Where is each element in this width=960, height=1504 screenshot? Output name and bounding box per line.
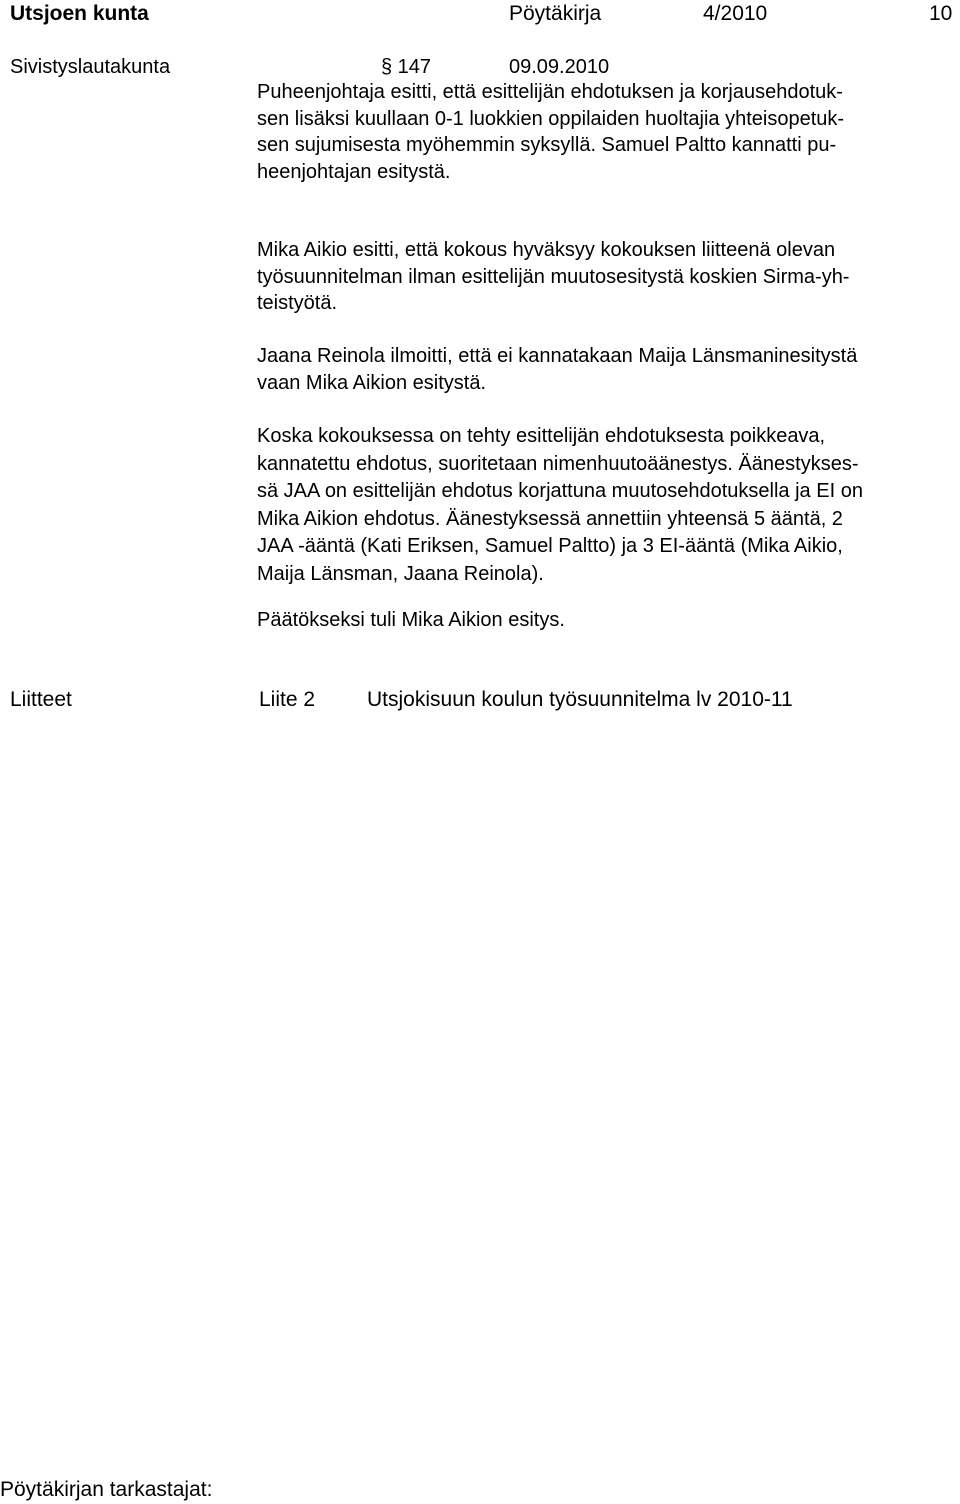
text-line: työsuunnitelman ilman esittelijän muutosesitystä koskien Sirma-yh-: [257, 265, 850, 288]
text-line: teistyötä.: [257, 292, 338, 314]
paragraph-aikio-proposal: [257, 237, 957, 317]
text-line: kannatettu ehdotus, suoritetaan nimenhuutoäänestys. Äänestykses-: [257, 452, 859, 475]
text-line: heenjohtajan esitystä.: [257, 160, 451, 183]
text-line: Päätökseksi tuli Mika Aikion esitys.: [257, 609, 565, 631]
section-number: § 147: [381, 56, 432, 78]
text-line: Mika Aikio esitti, että kokous hyväksyy kokouksen liitteenä olevan: [257, 239, 836, 261]
attachment-id: Liite 2: [259, 688, 316, 711]
text-line: Jaana Reinola ilmoitti, että ei kannatakaan Maija Länsmaninesitystä: [257, 345, 858, 367]
organization-name: Utsjoen kunta: [10, 2, 149, 25]
text-line: sen sujumisesta myöhemmin syksyllä. Samuel Paltto kannatti pu-: [257, 134, 837, 156]
document-type: Pöytäkirja: [509, 2, 602, 25]
attachment-title: Utsjokisuun koulun työsuunnitelma lv 2010-11: [367, 688, 793, 711]
attachments-label: Liitteet: [10, 688, 72, 711]
text-line: Koska kokouksessa on tehty esittelijän ehdotuksesta poikkeava,: [257, 425, 826, 447]
paragraph-reinola-statement: [257, 343, 957, 396]
reviewers-label: Pöytäkirjan tarkastajat:: [0, 1478, 213, 1501]
text-line: Puheenjohtaja esitti, että esittelijän ehdotuksen ja korjausehdotuk-: [257, 81, 843, 103]
document-number: 4/2010: [703, 2, 768, 25]
board-name: Sivistyslautakunta: [10, 56, 171, 78]
paragraph-chair-proposal: [257, 79, 957, 185]
meeting-date: 09.09.2010: [509, 56, 610, 78]
text-line: sen lisäksi kuullaan 0-1 luokkien oppilaiden huoltajia yhteisopetuk-: [257, 107, 845, 130]
text-line: sä JAA on esittelijän ehdotus korjattuna muutosehdotuksella ja EI on: [257, 480, 863, 502]
text-line: Mika Aikion ehdotus. Äänestyksessä annettiin yhteensä 5 ääntä, 2: [257, 507, 843, 530]
page-number: 10: [929, 2, 953, 25]
text-line: vaan Mika Aikion esitystä.: [257, 371, 486, 394]
paragraph-decision: [257, 607, 957, 634]
paragraph-vote: [257, 423, 957, 588]
text-line: JAA -ääntä (Kati Eriksen, Samuel Paltto) ja 3 EI-ääntä (Mika Aikio,: [257, 535, 843, 557]
text-line: Maija Länsman, Jaana Reinola).: [257, 562, 544, 585]
